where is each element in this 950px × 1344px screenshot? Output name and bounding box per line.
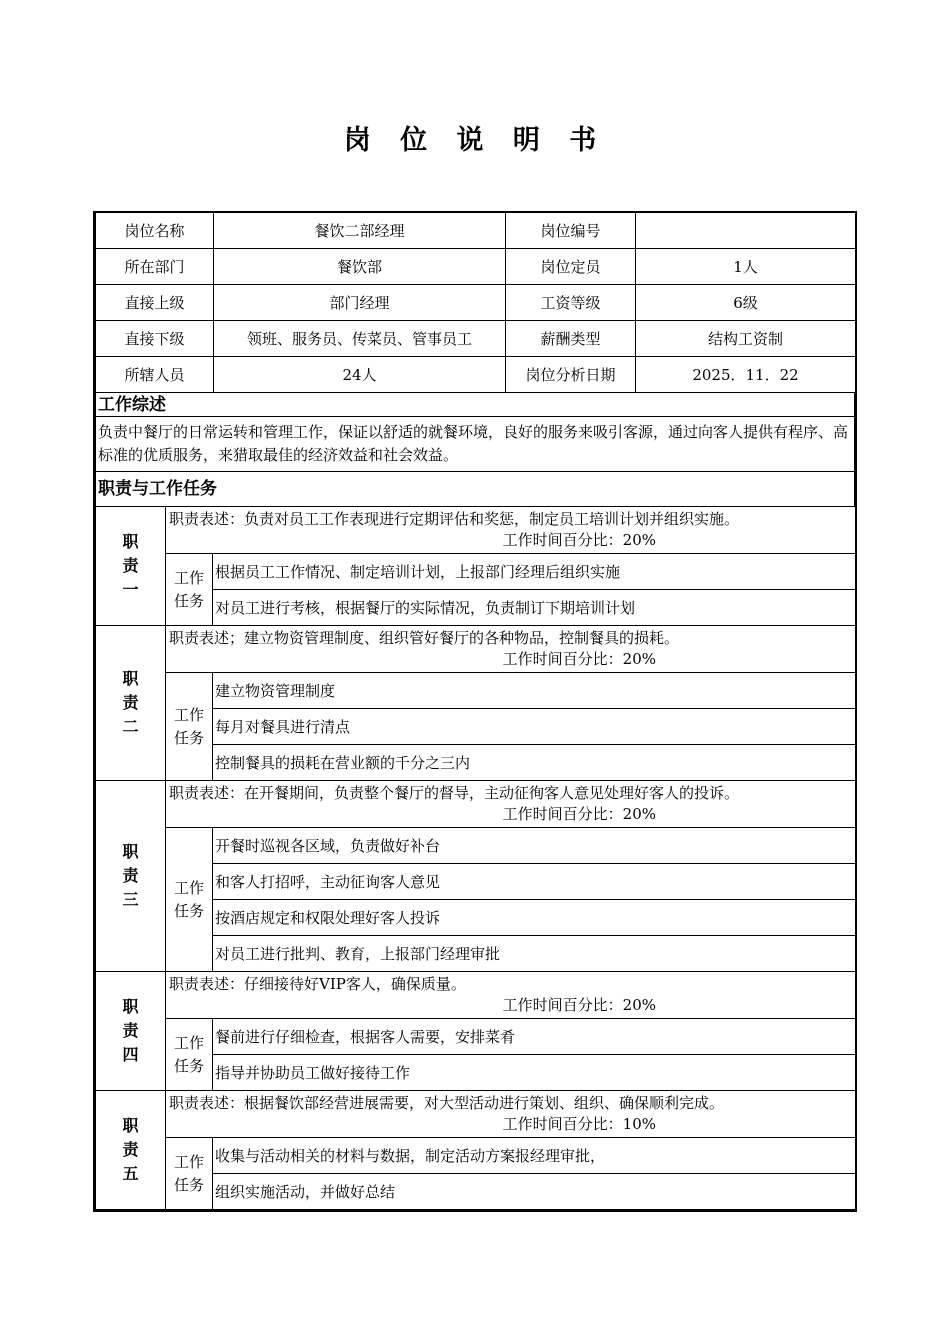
info-label: 薪酬类型 [506, 321, 636, 357]
document-title: 岗 位 说 明 书 [343, 125, 607, 156]
task-row [96, 554, 856, 590]
duty-label-text: 职责五 [122, 1116, 139, 1183]
task-label-text: 工作任务 [174, 705, 205, 747]
duty-desc-row [96, 781, 856, 828]
info-row [96, 249, 856, 285]
info-label: 工资等级 [506, 285, 636, 321]
task-item: 餐前进行仔细检查，根据客人需要，安排菜肴 [213, 1019, 856, 1055]
info-label: 岗位编号 [506, 213, 636, 249]
duty-desc-row [96, 507, 856, 554]
info-value: 结构工资制 [636, 321, 856, 357]
task-label-text: 工作任务 [174, 1033, 205, 1075]
info-value: 部门经理 [214, 285, 506, 321]
task-item: 根据员工工作情况、制定培训计划，上报部门经理后组织实施 [213, 554, 856, 590]
duty-description [166, 507, 856, 554]
task-item: 开餐时巡视各区域，负责做好补台 [213, 828, 856, 864]
task-label [166, 554, 213, 626]
info-label: 岗位名称 [96, 213, 214, 249]
duty-label-text: 职责一 [122, 532, 139, 599]
info-label: 直接上级 [96, 285, 214, 321]
duty-description [166, 972, 856, 1019]
work-time-percentage: 工作时间百分比：20% [502, 996, 657, 1014]
job-description-table [93, 211, 857, 1212]
task-label-text: 工作任务 [174, 878, 205, 920]
work-time-percentage: 工作时间百分比：20% [502, 650, 657, 668]
task-item: 控制餐具的损耗在营业额的千分之三内 [213, 745, 856, 781]
duty-desc-row [96, 626, 856, 673]
duty-description [166, 626, 856, 673]
duty-label-text: 职责四 [122, 997, 139, 1064]
task-label-text: 工作任务 [174, 568, 205, 610]
task-item: 组织实施活动，并做好总结 [213, 1174, 856, 1210]
duty-label-text: 职责二 [122, 669, 139, 736]
duty-label [96, 781, 166, 972]
task-item: 按酒店规定和权限处理好客人投诉 [213, 900, 856, 936]
task-label-text: 工作任务 [174, 1152, 205, 1194]
info-value: 领班、服务员、传菜员、管事员工 [214, 321, 506, 357]
info-row [96, 285, 856, 321]
task-label [166, 1019, 213, 1091]
info-value: 1人 [636, 249, 856, 285]
duty-desc-row [96, 1091, 856, 1138]
duty-label [96, 972, 166, 1091]
duty-description-text: 职责表述：在开餐期间，负责整个餐厅的督导，主动征徇客人意见处理好客人的投诉。 [169, 784, 740, 802]
duty-description-text: 职责表述：仔细接待好VIP客人，确保质量。 [169, 975, 466, 993]
work-time-percentage: 工作时间百分比：20% [502, 805, 657, 823]
info-value: 6级 [636, 285, 856, 321]
info-table [95, 213, 856, 393]
duty-label [96, 507, 166, 626]
duty-desc-row [96, 972, 856, 1019]
info-label: 岗位分析日期 [506, 357, 636, 393]
duty-label-text: 职责三 [122, 842, 139, 909]
summary-table [95, 393, 855, 507]
info-label: 所在部门 [96, 249, 214, 285]
info-label: 岗位定员 [506, 249, 636, 285]
task-item: 建立物资管理制度 [213, 673, 856, 709]
task-label [166, 673, 213, 781]
duties-heading: 职责与工作任务 [96, 472, 855, 507]
duty-description-text: 职责表述；建立物资管理制度、组织管好餐厅的各种物品，控制餐具的损耗。 [169, 629, 680, 647]
info-value: 餐饮部 [214, 249, 506, 285]
task-item: 指导并协助员工做好接待工作 [213, 1055, 856, 1091]
work-time-percentage: 工作时间百分比：20% [502, 531, 657, 549]
task-item: 对员工进行批判、教育，上报部门经理审批 [213, 936, 856, 972]
info-value [636, 213, 856, 249]
info-value: 24人 [214, 357, 506, 393]
task-item: 对员工进行考核，根据餐厅的实际情况，负责制订下期培训计划 [213, 590, 856, 626]
task-row [96, 1138, 856, 1174]
task-row [96, 828, 856, 864]
task-row [96, 673, 856, 709]
info-label: 所辖人员 [96, 357, 214, 393]
duty-description [166, 781, 856, 828]
info-row [96, 321, 856, 357]
task-item: 收集与活动相关的材料与数据，制定活动方案报经理审批， [213, 1138, 856, 1174]
info-row [96, 213, 856, 249]
info-row [96, 357, 856, 393]
info-label: 直接下级 [96, 321, 214, 357]
task-row [96, 1019, 856, 1055]
info-value: 2025．11．22 [636, 357, 856, 393]
task-label [166, 828, 213, 972]
summary-heading: 工作综述 [96, 393, 855, 417]
info-value: 餐饮二部经理 [214, 213, 506, 249]
summary-text: 负责中餐厅的日常运转和管理工作，保证以舒适的就餐环境，良好的服务来吸引客源，通过向客人提供有程序、高标准的优质服务，来猎取最佳的经济效益和社会效益。 [96, 417, 855, 472]
duties-table [95, 507, 856, 1210]
task-item: 每月对餐具进行清点 [213, 709, 856, 745]
task-item: 和客人打招呼，主动征询客人意见 [213, 864, 856, 900]
duty-description-text: 职责表述：负责对员工工作表现进行定期评估和奖惩，制定员工培训计划并组织实施。 [169, 510, 740, 528]
duty-description [166, 1091, 856, 1138]
duty-label [96, 626, 166, 781]
work-time-percentage: 工作时间百分比：10% [502, 1115, 657, 1133]
duty-label [96, 1091, 166, 1210]
task-label [166, 1138, 213, 1210]
duty-description-text: 职责表述：根据餐饮部经营进展需要，对大型活动进行策划、组织、确保顺利完成。 [169, 1094, 725, 1112]
